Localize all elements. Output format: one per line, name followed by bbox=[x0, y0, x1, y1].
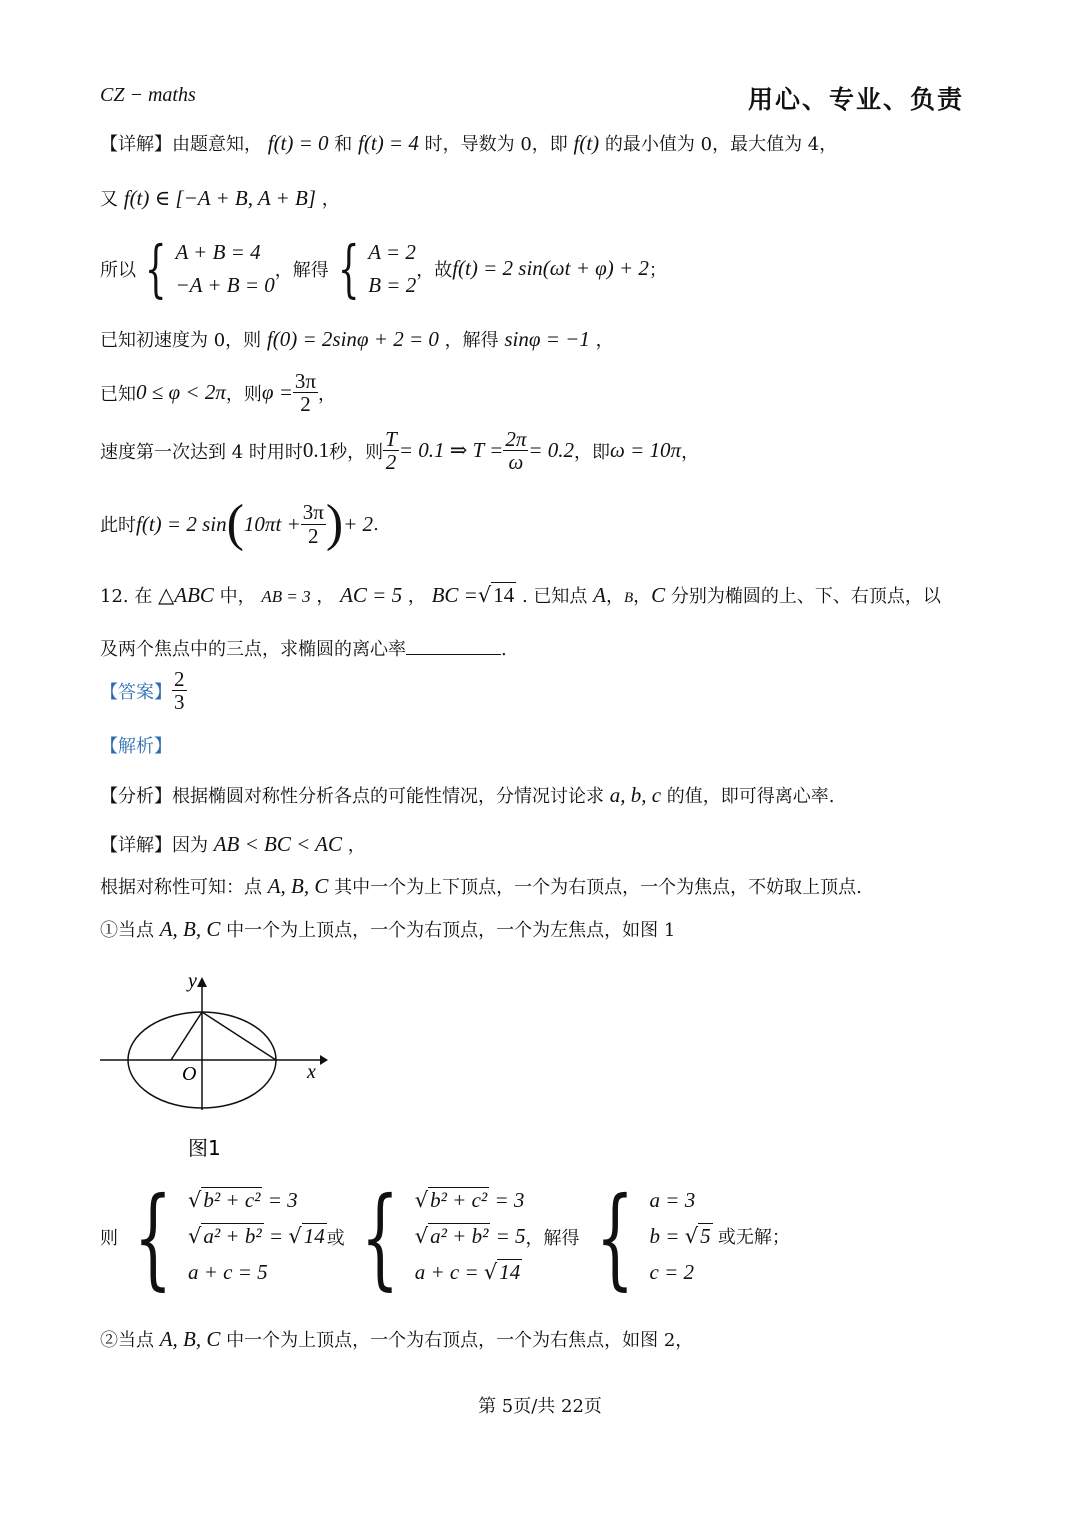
text: ②当点 bbox=[100, 1330, 154, 1351]
text-mid: ，即 bbox=[574, 441, 611, 463]
fraction bbox=[503, 428, 528, 473]
case1-line bbox=[100, 916, 675, 942]
text-mid: ，解得 bbox=[274, 259, 329, 281]
symmetry-line bbox=[100, 873, 862, 899]
system-row: A = 2 bbox=[368, 240, 416, 264]
text-lead: 速度第一次达到 4 时用时 bbox=[100, 441, 303, 463]
text: 中一个为上顶点，一个为右顶点，一个为左焦点，如图 1 bbox=[226, 920, 676, 941]
header-right: 用心、专业、负责 bbox=[748, 85, 965, 114]
text-mid: ，则 bbox=[225, 383, 262, 405]
radical-icon: √ bbox=[414, 1224, 429, 1249]
text-rest2: 的最小值为 0，最大值为 4， bbox=[604, 134, 838, 155]
text-mid: ，解得 bbox=[525, 1228, 580, 1249]
detail-line-7 bbox=[100, 495, 379, 552]
radicand: a² + b² bbox=[430, 1224, 489, 1249]
detail-line-2 bbox=[100, 185, 340, 211]
header-left: CZ − maths bbox=[100, 84, 196, 106]
fraction bbox=[383, 428, 399, 473]
fraction bbox=[293, 370, 318, 415]
point-a: A bbox=[593, 583, 606, 607]
formula-sinphi: sinφ = −1 bbox=[504, 327, 590, 351]
numerator: T bbox=[385, 427, 397, 451]
value-time: 0.1 bbox=[302, 438, 330, 463]
radical-icon: √ bbox=[188, 1188, 202, 1213]
formula-ft: f(t) bbox=[573, 131, 600, 155]
lhs: a + c = bbox=[414, 1259, 479, 1284]
fenxi-line bbox=[100, 782, 835, 808]
formula-part: + 2 bbox=[343, 511, 374, 536]
text: . 已知点 bbox=[521, 586, 588, 607]
formula-bc: BC = bbox=[431, 583, 478, 607]
text: ， bbox=[347, 835, 366, 856]
numerator: 2 bbox=[174, 667, 185, 691]
text: 根据对称性可知：点 bbox=[100, 877, 262, 898]
text-mid: 秒，则 bbox=[329, 441, 384, 463]
fraction bbox=[301, 501, 326, 546]
brace-icon: { bbox=[360, 1173, 399, 1301]
denominator: 2 bbox=[300, 392, 311, 417]
text-no-solution: 或无解； bbox=[717, 1227, 790, 1249]
detail2-line bbox=[100, 831, 366, 857]
answer-blank bbox=[406, 638, 501, 655]
numerator: 3π bbox=[294, 369, 316, 393]
text-lead: 又 bbox=[100, 189, 118, 210]
detail-line-1 bbox=[100, 130, 837, 156]
rhs: = 3 bbox=[267, 1188, 298, 1213]
text-lead: 已知 bbox=[100, 383, 136, 405]
text-tail: ， bbox=[595, 330, 614, 351]
origin-label: O bbox=[182, 1063, 197, 1085]
numerator: 2π bbox=[505, 427, 527, 451]
radicand: a² + b² bbox=[203, 1224, 262, 1249]
y-axis-arrow-icon bbox=[197, 977, 207, 987]
analysis-label: 【解析】 bbox=[100, 736, 172, 757]
system-2 bbox=[329, 231, 417, 305]
formula-part: 10πt + bbox=[243, 511, 301, 536]
figure-1 bbox=[95, 965, 335, 1165]
formula-points: A, B, C bbox=[159, 1327, 221, 1351]
formula-part: f(t) = 2 sin bbox=[136, 511, 227, 536]
formula-ab: AB = 3 bbox=[261, 587, 311, 606]
formula-range: f(t) ∈ [−A + B, A + B] bbox=[123, 186, 316, 210]
radicand: b² + c² bbox=[203, 1188, 261, 1213]
radicand: b² + c² bbox=[430, 1188, 488, 1213]
formula-inequality: AB < BC < AC bbox=[213, 832, 343, 856]
text: . bbox=[501, 639, 507, 660]
formula-eq2: = 0.2 bbox=[528, 438, 575, 463]
answer-line bbox=[100, 668, 187, 713]
system-row: −A + B = 0 bbox=[175, 272, 275, 297]
formula-points: A, B, C bbox=[267, 874, 329, 898]
text-tail: ， bbox=[681, 441, 700, 463]
answer-label: 【答案】 bbox=[100, 681, 172, 703]
text-lead: 已知初速度为 0，则 bbox=[100, 330, 262, 351]
denominator: 2 bbox=[308, 523, 319, 548]
formula-ac: AC = 5 bbox=[340, 583, 403, 607]
system-b bbox=[345, 1173, 526, 1301]
text-lead: 所以 bbox=[100, 259, 136, 281]
case2-line bbox=[100, 1326, 693, 1352]
text-mid: ，故 bbox=[416, 259, 453, 281]
x-label: x bbox=[307, 1061, 316, 1083]
question-12-line-2 bbox=[100, 635, 507, 661]
paren-right: ) bbox=[325, 495, 344, 552]
text-tail: ， bbox=[318, 383, 336, 405]
text: 分别为椭圆的上、下、右顶点，以 bbox=[670, 586, 941, 607]
brace-icon: { bbox=[144, 231, 167, 305]
question-12-line-1: 12. 在 △ABC 中， AB = 3 ， AC = 5 ， BC =√14 . 已知点 A，B，C 分别为椭圆的上、下、右顶点，以 bbox=[100, 583, 941, 607]
detail-lead: 【详解】由题意知， bbox=[100, 134, 262, 155]
radical-icon: √ bbox=[477, 583, 492, 607]
text-tail: . bbox=[373, 513, 379, 535]
text: ①当点 bbox=[100, 920, 154, 941]
brace-icon: { bbox=[595, 1173, 634, 1301]
page-footer: 第 5页/共 22页 bbox=[478, 1396, 602, 1417]
system-a bbox=[118, 1173, 327, 1301]
formula-f0-eq: f(0) = 2sinφ + 2 = 0 bbox=[266, 327, 439, 351]
answer-fraction bbox=[172, 668, 187, 713]
text: 中， bbox=[219, 586, 256, 607]
system-row: B = 2 bbox=[368, 272, 417, 297]
formula-eq1: = 0.1 ⇒ T = bbox=[398, 438, 504, 463]
system-1 bbox=[136, 231, 275, 305]
text: 中一个为上顶点，一个为右顶点，一个为右焦点，如图 2， bbox=[226, 1330, 694, 1351]
radicand: 14 bbox=[303, 1224, 325, 1249]
point-b: B bbox=[623, 590, 634, 606]
paren-left: ( bbox=[226, 495, 244, 552]
detail-line-6 bbox=[100, 428, 699, 473]
text-tail: ； bbox=[648, 259, 667, 281]
equals: = bbox=[268, 1224, 284, 1249]
denominator: 3 bbox=[174, 690, 185, 715]
denominator: ω bbox=[508, 450, 524, 475]
text: 【详解】因为 bbox=[100, 835, 208, 856]
detail-line-5 bbox=[100, 370, 336, 415]
system-c bbox=[580, 1173, 790, 1301]
formula-omega: ω = 10π bbox=[610, 438, 682, 463]
text: 【分析】根据椭圆对称性分析各点的可能性情况，分情况讨论求 bbox=[100, 786, 604, 807]
brace-icon: { bbox=[133, 1173, 173, 1301]
system-row: a + c = 5 bbox=[188, 1259, 268, 1284]
denominator: 2 bbox=[385, 450, 397, 475]
text: 的值，即可得离心率. bbox=[666, 786, 835, 807]
text: ， bbox=[316, 586, 335, 607]
lhs: b = bbox=[649, 1224, 680, 1249]
rhs: = 5 bbox=[495, 1224, 526, 1249]
numerator: 3π bbox=[302, 500, 324, 525]
question-number: 12. 在 bbox=[100, 586, 153, 607]
formula-ft-sin: f(t) = 2 sin(ωt + φ) + 2 bbox=[452, 256, 649, 281]
detail-line-3 bbox=[100, 231, 667, 305]
text-tail: ， bbox=[321, 189, 340, 210]
radical-icon: √ bbox=[684, 1224, 699, 1249]
text-lead: 此时 bbox=[100, 515, 136, 536]
system-row: a = 3 bbox=[649, 1188, 696, 1213]
radical-icon: √ bbox=[483, 1259, 498, 1284]
y-label: y bbox=[188, 970, 197, 992]
radicand: 5 bbox=[700, 1224, 711, 1249]
formula-f4: f(t) = 4 bbox=[358, 131, 419, 155]
formula-points: A, B, C bbox=[159, 917, 221, 941]
formula-phi-range: 0 ≤ φ < 2π bbox=[136, 380, 226, 405]
detail-line-4 bbox=[100, 326, 614, 352]
formula-triangle: △ABC bbox=[158, 583, 214, 607]
system-row: A + B = 4 bbox=[175, 240, 261, 264]
text-and: 和 bbox=[334, 134, 353, 155]
segment-top-right bbox=[202, 1012, 276, 1060]
radical-icon: √ bbox=[288, 1224, 302, 1249]
segment-top-focus bbox=[171, 1012, 202, 1060]
text-mid: ，解得 bbox=[444, 330, 499, 351]
point-c: C bbox=[651, 583, 666, 607]
figure-caption: 图1 bbox=[188, 1136, 221, 1160]
system-row: c = 2 bbox=[649, 1259, 695, 1284]
radical-icon: √ bbox=[188, 1224, 202, 1249]
radicand: 14 bbox=[493, 583, 515, 607]
formula-vars: a, b, c bbox=[609, 783, 662, 807]
text: ， bbox=[407, 586, 426, 607]
text: 则 bbox=[100, 1228, 118, 1249]
text-or: 或 bbox=[326, 1228, 345, 1249]
radicand: 14 bbox=[499, 1259, 521, 1284]
brace-icon: { bbox=[337, 231, 360, 305]
text: 其中一个为上下顶点，一个为右顶点，一个为焦点，不妨取上顶点. bbox=[334, 877, 862, 898]
formula-phi-lhs: φ = bbox=[261, 380, 293, 405]
radical-icon: √ bbox=[414, 1188, 429, 1213]
systems-line bbox=[100, 1173, 790, 1301]
x-axis-arrow-icon bbox=[320, 1055, 328, 1065]
formula-f0: f(t) = 0 bbox=[267, 131, 329, 155]
text: 及两个焦点中的三点，求椭圆的离心率 bbox=[100, 639, 406, 660]
text-rest1: 时，导数为 0，即 bbox=[424, 134, 568, 155]
rhs: = 3 bbox=[494, 1188, 525, 1213]
